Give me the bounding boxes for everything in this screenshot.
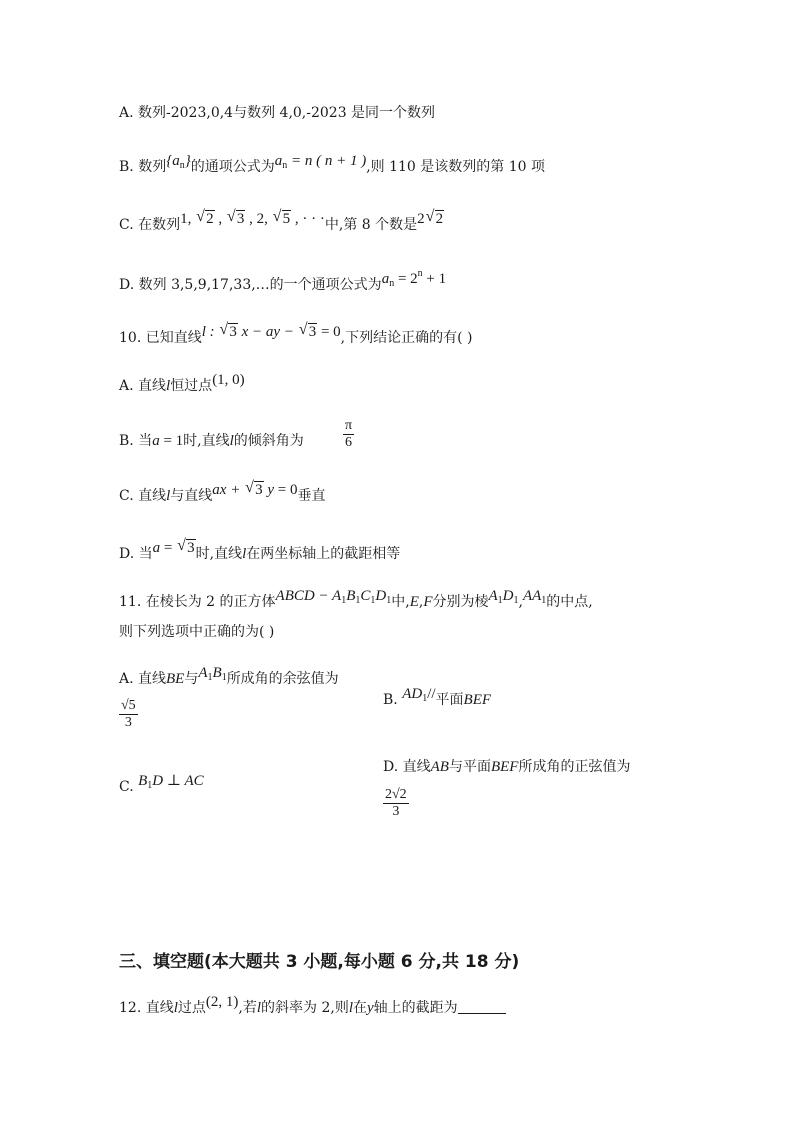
q9-option-b — [119, 153, 545, 182]
q9-b-seq-an: $\{a_n\}$ — [166, 153, 191, 171]
q12-mid: 过点 — [177, 1000, 206, 1016]
q10-a-l: l — [166, 378, 171, 394]
q10-a-point: (1, 0) — [212, 372, 245, 388]
q12-point: (2, 1) — [205, 994, 239, 1010]
q11-c-expr: $B_1D$ ⊥ AC — [138, 773, 204, 791]
q11-stem-post: 的中点, — [546, 594, 593, 610]
q10-a-pre: A. 直线 — [119, 378, 167, 394]
q11-b-pre: B. — [383, 692, 403, 708]
q11-f: F — [423, 594, 433, 610]
q11-d-mid: 与平面 — [448, 759, 491, 775]
q10-c-pre: C. 直线 — [119, 488, 167, 504]
q11-stem-pre: 11. 在棱长为 2 的正方体 — [119, 594, 276, 610]
q11-a-fraction — [119, 697, 138, 731]
q10-c-equation: ax + √ 3 y = 0 — [212, 482, 297, 498]
q12-pre: 12. 直线 — [119, 1000, 174, 1016]
q11-e: E — [409, 594, 419, 610]
q10-d-cond: a = √ 3 — [153, 540, 196, 556]
q10-option-b — [119, 431, 304, 451]
q12-l3: l — [348, 1000, 353, 1016]
q10-line-equation: l : √ 3 x − ay − √ 3 = 0 — [202, 324, 341, 340]
q11-option-c — [119, 773, 204, 802]
q12-answer-blank[interactable] — [458, 999, 506, 1014]
q11-sep: , — [418, 594, 424, 610]
q12-y: y — [367, 1000, 374, 1016]
q10-option-a — [119, 372, 245, 396]
q11-edge-a1d1: $A_1D_1$ — [488, 588, 519, 606]
q11-a-frac-den: 3 — [124, 715, 132, 730]
q12-stem — [119, 994, 506, 1018]
q10-d-l: l — [242, 546, 247, 562]
q11-option-a — [119, 665, 339, 694]
q11-a-be: BE — [166, 671, 185, 687]
q11-d-frac-den: 3 — [392, 804, 400, 819]
q11-a-post: 所成角的余弦值为 — [226, 671, 339, 687]
q12-mid3: 的斜率为 2,则 — [261, 1000, 349, 1016]
q11-b-mid: 平面 — [435, 692, 464, 708]
q11-d-post: 所成角的正弦值为 — [518, 759, 631, 775]
q9-b-pre: B. 数列 — [119, 159, 167, 175]
q11-d-fraction — [383, 786, 409, 820]
q12-mid2: ,若 — [238, 1000, 257, 1016]
q10-stem-post: ,下列结论正确的有( ) — [340, 330, 473, 346]
q10-c-mid: 与直线 — [170, 488, 213, 504]
q11-stem-mid2: 分别为棱 — [432, 594, 489, 610]
q9-c-mid: 中,第 8 个数是 — [324, 217, 418, 233]
q10-stem — [119, 324, 473, 348]
q12-l: l — [173, 1000, 178, 1016]
q11-a-a1b1: $A_1B_1$ — [198, 665, 227, 683]
q11-c-pre: C. — [119, 779, 139, 795]
q11-d-pre: D. 直线 — [383, 759, 431, 775]
q10-b-frac-den: 6 — [345, 435, 353, 450]
q9-d-pre: D. 数列 3,5,9,17,33,…的一个通项公式为 — [119, 277, 382, 293]
q11-stem-mid: 中, — [391, 594, 410, 610]
q11-b-bef: BEF — [463, 692, 492, 708]
q10-a-mid: 恒过点 — [170, 378, 213, 394]
q10-d-post: 在两坐标轴上的截距相等 — [246, 546, 401, 562]
q10-b-pre: B. 当 — [119, 433, 153, 449]
q11-d-frac-num: 2√2 — [385, 787, 407, 802]
q10-b-frac-num: π — [345, 418, 353, 433]
q10-option-d — [119, 540, 401, 564]
q11-d-ab: AB — [430, 759, 449, 775]
section-3-heading: 三、填空题(本大题共 3 小题,每小题 6 分,共 18 分) — [119, 952, 520, 972]
q9-option-a — [119, 103, 435, 123]
q10-b-cond: a = 1 — [152, 433, 184, 449]
q10-option-c — [119, 482, 326, 506]
q10-d-mid: 时,直线 — [195, 546, 243, 562]
q9-b-post: ,则 110 是该数列的第 10 项 — [366, 159, 545, 175]
q9-d-formula: $a_n = 2^n + 1$ — [381, 268, 447, 289]
q10-stem-pre: 10. 已知直线 — [119, 330, 202, 346]
q11-cube: ABCD − $A_1B_1C_1D_1$ — [275, 588, 392, 606]
q9-c-sequence: 1, √ 2 , √ 3 , 2, √ 5 , · · · — [180, 211, 325, 227]
q10-c-post: 垂直 — [297, 488, 326, 504]
q10-b-post: 的倾斜角为 — [233, 433, 304, 449]
q10-b-mid: 时,直线 — [183, 433, 230, 449]
q9-c-value: 2√ 2 — [417, 211, 444, 227]
q11-stem-line1 — [119, 588, 593, 617]
q11-d-bef: BEF — [490, 759, 519, 775]
q9-a-text: A. 数列-2023,0,4与数列 4,0,-2023 是同一个数列 — [119, 105, 436, 121]
q11-sep2: , — [518, 594, 523, 610]
q11-a-mid: 与 — [184, 671, 199, 687]
q11-a-frac-num: √5 — [121, 698, 136, 713]
q11-stem-line2 — [119, 622, 274, 642]
q11-option-b — [383, 686, 492, 715]
q11-stem2-text: 则下列选项中正确的为( ) — [119, 624, 275, 640]
q9-option-c — [119, 211, 444, 235]
q9-b-mid: 的通项公式为 — [190, 159, 275, 175]
q9-c-pre: C. 在数列 — [119, 217, 181, 233]
q11-a-pre: A. 直线 — [119, 671, 167, 687]
q11-b-ad1: $AD_1//$ — [402, 686, 436, 704]
q9-option-d — [119, 270, 446, 300]
q10-b-l: l — [229, 433, 234, 449]
q10-b-fraction — [343, 417, 354, 451]
q11-option-d — [383, 757, 630, 777]
q10-c-l: l — [166, 488, 171, 504]
q9-b-formula: $a_n = n$ ( n + 1 ) — [274, 153, 367, 171]
q12-post: 轴上的截距为 — [373, 1000, 458, 1016]
q11-edge-aa1: $AA_1$ — [522, 588, 547, 606]
q12-mid4: 在 — [353, 1000, 367, 1016]
q10-d-pre: D. 当 — [119, 546, 153, 562]
q12-l2: l — [256, 1000, 262, 1016]
